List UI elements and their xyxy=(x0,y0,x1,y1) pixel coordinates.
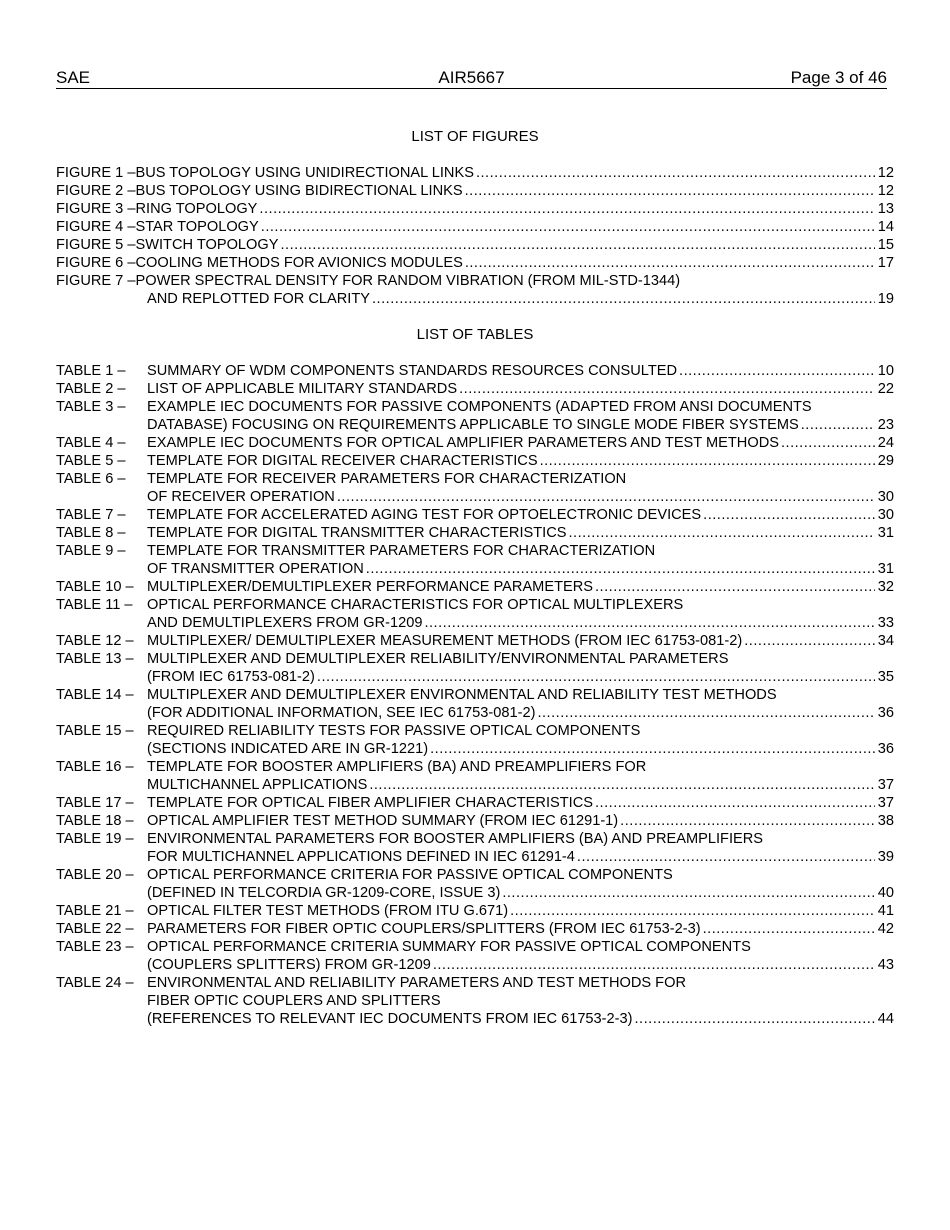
list-of-figures-title: LIST OF FIGURES xyxy=(411,128,539,145)
entry-label: TABLE 12 – xyxy=(56,633,134,649)
entry-page-number: 44 xyxy=(877,1011,894,1027)
dot-leader xyxy=(372,290,875,308)
entry-label: TABLE 14 – xyxy=(56,687,134,703)
dot-leader xyxy=(317,668,875,686)
table-entry[interactable] xyxy=(56,542,894,578)
entry-label: TABLE 11 – xyxy=(56,597,133,613)
entry-label: TABLE 19 – xyxy=(56,831,134,847)
entry-title: TEMPLATE FOR RECEIVER PARAMETERS FOR CHARACTERIZATION xyxy=(147,471,627,487)
entry-title: BUS TOPOLOGY USING UNIDIRECTIONAL LINKS xyxy=(135,165,474,181)
entry-title: (FOR ADDITIONAL INFORMATION, SEE IEC 61753-081-2) xyxy=(147,705,536,721)
entry-title: (FROM IEC 61753-081-2) xyxy=(147,669,315,685)
entry-label: TABLE 3 – xyxy=(56,399,126,415)
entry-page-number: 14 xyxy=(877,219,894,235)
entry-label: FIGURE 7 – xyxy=(56,273,136,289)
entry-page-number: 43 xyxy=(877,957,894,973)
entry-title: TEMPLATE FOR TRANSMITTER PARAMETERS FOR CHARACTERIZATION xyxy=(147,543,656,559)
entry-label: FIGURE 2 – xyxy=(56,183,136,199)
entry-title: (REFERENCES TO RELEVANT IEC DOCUMENTS FROM IEC 61753-2-3) xyxy=(147,1011,633,1027)
figure-entry[interactable] xyxy=(56,182,894,200)
entry-title: EXAMPLE IEC DOCUMENTS FOR PASSIVE COMPONENTS (ADAPTED FROM ANSI DOCUMENTS xyxy=(147,399,812,415)
dot-leader xyxy=(540,452,875,470)
entry-label: FIGURE 5 – xyxy=(56,237,136,253)
dot-leader xyxy=(577,848,875,866)
entry-page-number: 34 xyxy=(877,633,894,649)
entry-page-number: 15 xyxy=(877,237,894,253)
entry-page-number: 23 xyxy=(877,417,894,433)
dot-leader xyxy=(568,524,874,542)
entry-title: (COUPLERS SPLITTERS) FROM GR-1209 xyxy=(147,957,431,973)
dot-leader xyxy=(634,1010,874,1028)
entry-label: TABLE 9 – xyxy=(56,543,126,559)
entry-page-number: 24 xyxy=(877,435,894,451)
entry-title: ENVIRONMENTAL AND RELIABILITY PARAMETERS AND TEST METHODS FOR xyxy=(147,975,686,991)
dot-leader xyxy=(703,920,875,938)
table-entry[interactable] xyxy=(56,794,894,812)
entry-label: TABLE 24 – xyxy=(56,975,134,991)
header-doc-number: AIR5667 xyxy=(438,68,505,87)
table-entry[interactable] xyxy=(56,632,894,650)
entry-page-number: 41 xyxy=(877,903,894,919)
table-entry[interactable] xyxy=(56,452,894,470)
entry-page-number: 29 xyxy=(877,453,894,469)
figure-entry[interactable] xyxy=(56,164,894,182)
entry-page-number: 31 xyxy=(877,561,894,577)
entry-title: FOR MULTICHANNEL APPLICATIONS DEFINED IN IEC 61291-4 xyxy=(147,849,575,865)
list-of-tables-title: LIST OF TABLES xyxy=(416,326,534,343)
dot-leader xyxy=(366,560,875,578)
table-entry[interactable] xyxy=(56,362,894,380)
entry-page-number: 30 xyxy=(877,489,894,505)
entry-page-number: 36 xyxy=(877,741,894,757)
entry-label: TABLE 18 – xyxy=(56,813,134,829)
entry-page-number: 39 xyxy=(877,849,894,865)
entry-label: TABLE 16 – xyxy=(56,759,134,775)
figure-entry[interactable] xyxy=(56,272,894,308)
entry-title: BUS TOPOLOGY USING BIDIRECTIONAL LINKS xyxy=(135,183,463,199)
table-entry[interactable] xyxy=(56,380,894,398)
entry-title: TEMPLATE FOR OPTICAL FIBER AMPLIFIER CHARACTERISTICS xyxy=(147,795,593,811)
entry-title: DATABASE) FOCUSING ON REQUIREMENTS APPLICABLE TO SINGLE MODE FIBER SYSTEMS xyxy=(147,417,799,433)
entry-title: MULTIPLEXER/ DEMULTIPLEXER MEASUREMENT METHODS (FROM IEC 61753-081-2) xyxy=(147,633,743,649)
entry-label: TABLE 1 – xyxy=(56,363,126,379)
entry-page-number: 38 xyxy=(877,813,894,829)
figure-entry[interactable] xyxy=(56,254,894,272)
entry-page-number: 12 xyxy=(877,165,894,181)
entry-title: EXAMPLE IEC DOCUMENTS FOR OPTICAL AMPLIFIER PARAMETERS AND TEST METHODS xyxy=(147,435,779,451)
entry-page-number: 13 xyxy=(877,201,894,217)
figure-entry[interactable] xyxy=(56,236,894,254)
entry-page-number: 19 xyxy=(877,291,894,307)
entry-title: TEMPLATE FOR DIGITAL RECEIVER CHARACTERISTICS xyxy=(147,453,538,469)
entry-page-number: 30 xyxy=(877,507,894,523)
entry-page-number: 40 xyxy=(877,885,894,901)
table-entry[interactable] xyxy=(56,434,894,452)
table-entry[interactable] xyxy=(56,686,894,722)
table-entry[interactable] xyxy=(56,758,894,794)
entry-page-number: 31 xyxy=(877,525,894,541)
entry-title: TEMPLATE FOR ACCELERATED AGING TEST FOR OPTOELECTRONIC DEVICES xyxy=(147,507,702,523)
dot-leader xyxy=(465,254,875,272)
dot-leader xyxy=(801,416,875,434)
table-entry[interactable] xyxy=(56,470,894,506)
header-org: SAE xyxy=(56,68,91,87)
dot-leader xyxy=(459,380,875,398)
table-entry[interactable] xyxy=(56,722,894,758)
table-entry[interactable] xyxy=(56,920,894,938)
entry-label: TABLE 22 – xyxy=(56,921,134,937)
dot-leader xyxy=(620,812,875,830)
dot-leader xyxy=(679,362,875,380)
entry-label: TABLE 6 – xyxy=(56,471,126,487)
entry-label: FIGURE 6 – xyxy=(56,255,136,271)
entry-title: MULTIPLEXER/DEMULTIPLEXER PERFORMANCE PARAMETERS xyxy=(147,579,593,595)
tables-list xyxy=(56,362,894,1028)
entry-page-number: 33 xyxy=(877,615,894,631)
entry-label: TABLE 7 – xyxy=(56,507,126,523)
entry-page-number: 37 xyxy=(877,777,894,793)
dot-leader xyxy=(703,506,875,524)
entry-title: AND DEMULTIPLEXERS FROM GR-1209 xyxy=(147,615,423,631)
entry-title: SUMMARY OF WDM COMPONENTS STANDARDS RESOURCES CONSULTED xyxy=(147,363,678,379)
entry-label: TABLE 15 – xyxy=(56,723,134,739)
dot-leader xyxy=(595,578,875,596)
dot-leader xyxy=(781,434,875,452)
dot-leader xyxy=(424,614,874,632)
entry-title: RING TOPOLOGY xyxy=(135,201,258,217)
entry-title: MULTIPLEXER AND DEMULTIPLEXER RELIABILITY/ENVIRONMENTAL PARAMETERS xyxy=(147,651,729,667)
entry-title: OPTICAL PERFORMANCE CHARACTERISTICS FOR OPTICAL MULTIPLEXERS xyxy=(147,597,684,613)
figure-entry[interactable] xyxy=(56,218,894,236)
entry-title: AND REPLOTTED FOR CLARITY xyxy=(147,291,370,307)
figures-list xyxy=(56,164,894,308)
entry-label: FIGURE 3 – xyxy=(56,201,136,217)
table-entry[interactable] xyxy=(56,812,894,830)
page-header xyxy=(56,67,887,89)
entry-title: PARAMETERS FOR FIBER OPTIC COUPLERS/SPLITTERS (FROM IEC 61753-2-3) xyxy=(147,921,701,937)
entry-title: OPTICAL PERFORMANCE CRITERIA SUMMARY FOR PASSIVE OPTICAL COMPONENTS xyxy=(147,939,751,955)
dot-leader xyxy=(261,218,875,236)
table-entry[interactable] xyxy=(56,398,894,434)
dot-leader xyxy=(465,182,875,200)
table-entry[interactable] xyxy=(56,650,894,686)
dot-leader xyxy=(476,164,875,182)
entry-page-number: 37 xyxy=(877,795,894,811)
entry-title: (SECTIONS INDICATED ARE IN GR-1221) xyxy=(147,741,429,757)
entry-title: (DEFINED IN TELCORDIA GR-1209-CORE, ISSUE 3) xyxy=(147,885,501,901)
table-entry[interactable] xyxy=(56,902,894,920)
entry-page-number: 17 xyxy=(877,255,894,271)
entry-label: TABLE 17 – xyxy=(56,795,134,811)
dot-leader xyxy=(369,776,874,794)
entry-title: REQUIRED RELIABILITY TESTS FOR PASSIVE OPTICAL COMPONENTS xyxy=(147,723,641,739)
entry-page-number: 10 xyxy=(877,363,894,379)
entry-label: FIGURE 1 – xyxy=(56,165,136,181)
dot-leader xyxy=(430,740,875,758)
entry-label: TABLE 5 – xyxy=(56,453,126,469)
entry-page-number: 22 xyxy=(877,381,894,397)
entry-label: TABLE 4 – xyxy=(56,435,126,451)
figure-entry[interactable] xyxy=(56,200,894,218)
entry-title: SWITCH TOPOLOGY xyxy=(135,237,279,253)
entry-label: TABLE 21 – xyxy=(56,903,134,919)
entry-title: MULTICHANNEL APPLICATIONS xyxy=(147,777,368,793)
entry-title: OF RECEIVER OPERATION xyxy=(147,489,335,505)
entry-title: TEMPLATE FOR BOOSTER AMPLIFIERS (BA) AND PREAMPLIFIERS FOR xyxy=(147,759,647,775)
entry-page-number: 42 xyxy=(877,921,894,937)
entry-page-number: 32 xyxy=(877,579,894,595)
table-entry[interactable] xyxy=(56,938,894,974)
entry-title: STAR TOPOLOGY xyxy=(135,219,259,235)
dot-leader xyxy=(744,632,875,650)
entry-title: MULTIPLEXER AND DEMULTIPLEXER ENVIRONMENTAL AND RELIABILITY TEST METHODS xyxy=(147,687,777,703)
entry-label: TABLE 8 – xyxy=(56,525,126,541)
table-entry[interactable] xyxy=(56,578,894,596)
entry-title: COOLING METHODS FOR AVIONICS MODULES xyxy=(135,255,463,271)
dot-leader xyxy=(502,884,874,902)
table-entry[interactable] xyxy=(56,866,894,902)
dot-leader xyxy=(280,236,874,254)
table-entry[interactable] xyxy=(56,524,894,542)
entry-title: TEMPLATE FOR DIGITAL TRANSMITTER CHARACTERISTICS xyxy=(147,525,567,541)
dot-leader xyxy=(433,956,875,974)
table-entry[interactable] xyxy=(56,830,894,866)
dot-leader xyxy=(337,488,875,506)
entry-label: FIGURE 4 – xyxy=(56,219,136,235)
entry-page-number: 12 xyxy=(877,183,894,199)
entry-label: TABLE 23 – xyxy=(56,939,134,955)
dot-leader xyxy=(510,902,875,920)
entry-label: TABLE 2 – xyxy=(56,381,126,397)
entry-label: TABLE 13 – xyxy=(56,651,134,667)
table-entry[interactable] xyxy=(56,974,894,1028)
entry-title: LIST OF APPLICABLE MILITARY STANDARDS xyxy=(147,381,458,397)
table-entry[interactable] xyxy=(56,596,894,632)
entry-page-number: 35 xyxy=(877,669,894,685)
dot-leader xyxy=(595,794,875,812)
entry-title: FIBER OPTIC COUPLERS AND SPLITTERS xyxy=(147,993,441,1009)
entry-title: OPTICAL FILTER TEST METHODS (FROM ITU G.671) xyxy=(147,903,509,919)
entry-title: OF TRANSMITTER OPERATION xyxy=(147,561,364,577)
header-page-number: Page 3 of 46 xyxy=(790,68,887,87)
entry-label: TABLE 10 – xyxy=(56,579,134,595)
dot-leader xyxy=(537,704,874,722)
entry-title: OPTICAL AMPLIFIER TEST METHOD SUMMARY (FROM IEC 61291-1) xyxy=(147,813,619,829)
entry-page-number: 36 xyxy=(877,705,894,721)
entry-title: OPTICAL PERFORMANCE CRITERIA FOR PASSIVE OPTICAL COMPONENTS xyxy=(147,867,673,883)
entry-label: TABLE 20 – xyxy=(56,867,134,883)
entry-title: ENVIRONMENTAL PARAMETERS FOR BOOSTER AMPLIFIERS (BA) AND PREAMPLIFIERS xyxy=(147,831,764,847)
table-entry[interactable] xyxy=(56,506,894,524)
dot-leader xyxy=(259,200,874,218)
entry-title: POWER SPECTRAL DENSITY FOR RANDOM VIBRATION (FROM MIL-STD-1344) xyxy=(135,273,681,289)
